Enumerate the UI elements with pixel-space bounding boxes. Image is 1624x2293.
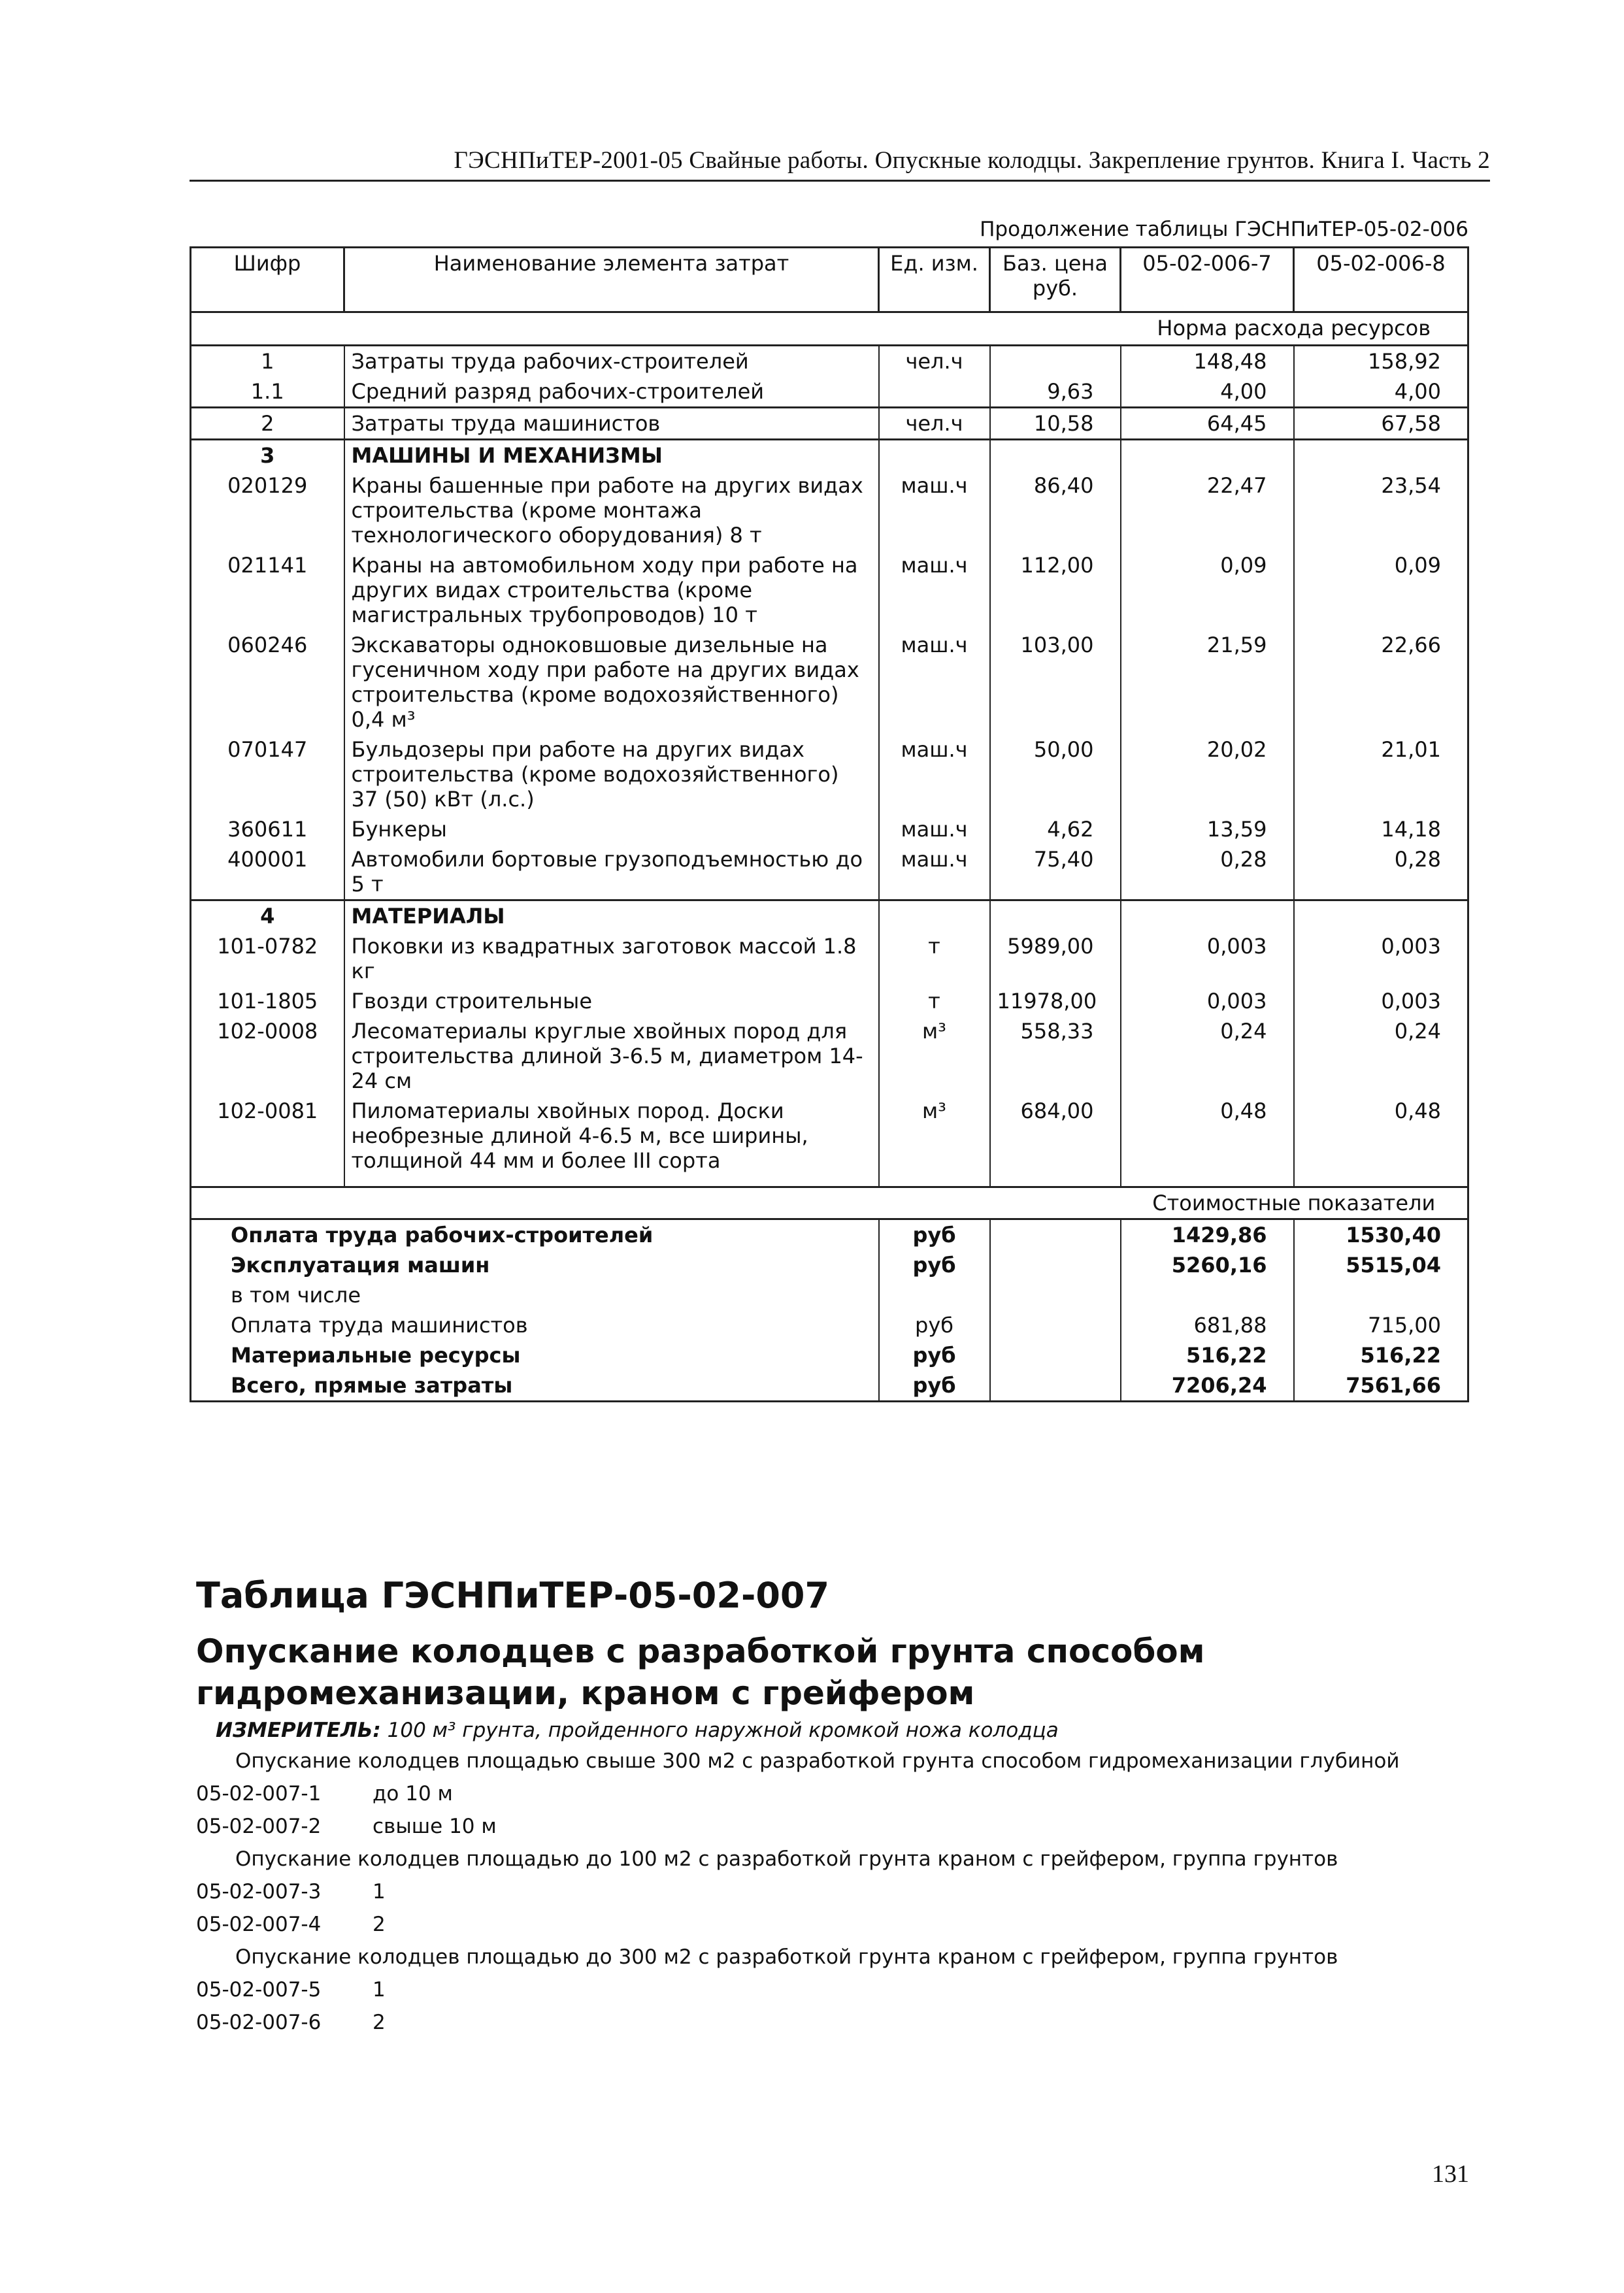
cell-name: Экскаваторы одноковшовые дизельные на гусеничном ходу при работе на других видах строительства (кроме водохозяйственного) 0,4 м³ [344, 630, 879, 734]
cell-code: 2 [191, 408, 344, 440]
cell-name: Затраты труда машинистов [344, 408, 879, 440]
cell-unit: маш.ч [879, 814, 990, 844]
machine-row [191, 814, 1468, 844]
cost-value-006-7: 516,22 [1121, 1340, 1294, 1370]
empty-cell [1294, 440, 1468, 471]
cell-name: Автомобили бортовые грузоподъемностью до 5 т [344, 844, 879, 900]
cell-code: 021141 [191, 550, 344, 630]
cell-name: Бульдозеры при работе на других видах строительства (кроме водохозяйственного) 37 (50) кВт (л.с.) [344, 734, 879, 814]
cost-value-006-7: 1429,86 [1121, 1219, 1294, 1251]
cell-value-006-7: 0,09 [1121, 550, 1294, 630]
cost-label: Стоимостные показатели [1121, 1187, 1468, 1219]
norm-code-line [196, 1777, 1400, 1810]
cell-code: 1 [191, 346, 344, 377]
cell-code: 102-0081 [191, 1096, 344, 1187]
cost-value-006-8 [1294, 1280, 1468, 1310]
cell-name: Пиломатериалы хвойных пород. Доски необрезные длиной 4-6.5 м, все ширины, толщиной 44 мм и более III сорта [344, 1096, 879, 1187]
measure-text: 100 м³ грунта, пройденного наружной кромкой ножа колодца [380, 1719, 1059, 1742]
cell-value-006-7: 0,003 [1121, 986, 1294, 1016]
cost-unit [879, 1280, 990, 1310]
cell-value-006-7: 148,48 [1121, 346, 1294, 377]
cost-value-006-8: 715,00 [1294, 1310, 1468, 1340]
cell-unit: м³ [879, 1016, 990, 1096]
cost-row [191, 1310, 1468, 1340]
cell-value-006-7: 0,24 [1121, 1016, 1294, 1096]
labor-row [191, 376, 1468, 408]
cell-code: 060246 [191, 630, 344, 734]
cost-row [191, 1219, 1468, 1251]
machine-row [191, 550, 1468, 630]
empty-cell [1294, 900, 1468, 932]
cell-code: 101-1805 [191, 986, 344, 1016]
empty-cell [990, 1280, 1121, 1310]
empty-cell [990, 1250, 1121, 1280]
cost-value-006-8: 516,22 [1294, 1340, 1468, 1370]
cell-value-006-8: 14,18 [1294, 814, 1468, 844]
cell-value-006-8: 0,48 [1294, 1096, 1468, 1187]
col-header-unit: Ед. изм. [879, 248, 990, 312]
col-header-006-8: 05-02-006-8 [1294, 248, 1468, 312]
cell-value-006-7: 20,02 [1121, 734, 1294, 814]
cost-name: Всего, прямые затраты [191, 1370, 879, 1402]
cell-unit [879, 376, 990, 408]
norm-code: 05-02-007-4 [196, 1913, 322, 1936]
cost-unit: руб [879, 1219, 990, 1251]
cost-name: Оплата труда рабочих-строителей [191, 1219, 879, 1251]
measure-label: ИЗМЕРИТЕЛЬ: [216, 1719, 381, 1742]
cell-value-006-7: 64,45 [1121, 408, 1294, 440]
empty-cell [191, 1187, 1121, 1219]
cell-price: 10,58 [990, 408, 1121, 440]
cell-value-006-7: 0,28 [1121, 844, 1294, 900]
norm-code-text: свыше 10 м [373, 1815, 497, 1838]
machines-section-header [191, 440, 1468, 471]
cell-price: 4,62 [990, 814, 1121, 844]
col-header-name: Наименование элемента затрат [344, 248, 879, 312]
cell-code: 020129 [191, 470, 344, 550]
cell-code: 360611 [191, 814, 344, 844]
section-code: 3 [191, 440, 344, 471]
cell-price: 9,63 [990, 376, 1121, 408]
norm-code-line [196, 2006, 1400, 2039]
cost-label-row [191, 1187, 1468, 1219]
cell-value-006-8: 0,003 [1294, 986, 1468, 1016]
norm-code-line [196, 1875, 1400, 1908]
cost-name: Эксплуатация машин [191, 1250, 879, 1280]
page-number: 131 [1432, 2160, 1469, 2188]
section-name: МАШИНЫ И МЕХАНИЗМЫ [344, 440, 879, 471]
cost-unit: руб [879, 1340, 990, 1370]
cost-unit: руб [879, 1310, 990, 1340]
machine-row [191, 844, 1468, 900]
cost-row [191, 1250, 1468, 1280]
cell-code: 400001 [191, 844, 344, 900]
cell-unit: м³ [879, 1096, 990, 1187]
norm-codes-list [196, 1745, 1400, 2039]
cell-price: 5989,00 [990, 931, 1121, 986]
cell-value-006-8: 67,58 [1294, 408, 1468, 440]
cell-name: Затраты труда рабочих-строителей [344, 346, 879, 377]
cell-value-006-8: 22,66 [1294, 630, 1468, 734]
cost-value-006-8: 1530,40 [1294, 1219, 1468, 1251]
norma-label: Норма расхода ресурсов [1121, 312, 1468, 346]
cell-value-006-8: 4,00 [1294, 376, 1468, 408]
section-name: МАТЕРИАЛЫ [344, 900, 879, 932]
cell-value-006-8: 0,09 [1294, 550, 1468, 630]
cell-value-006-8: 0,28 [1294, 844, 1468, 900]
cell-name: Краны башенные при работе на других видах строительства (кроме монтажа технологического оборудования) 8 т [344, 470, 879, 550]
cost-value-006-7: 7206,24 [1121, 1370, 1294, 1402]
empty-cell [1121, 900, 1294, 932]
cost-value-006-7: 5260,16 [1121, 1250, 1294, 1280]
empty-cell [990, 900, 1121, 932]
resource-table [190, 246, 1469, 1402]
norm-code-line [196, 1973, 1400, 2006]
cost-name: Материальные ресурсы [191, 1340, 879, 1370]
empty-cell [990, 1219, 1121, 1251]
table-continuation-label: Продолжение таблицы ГЭСНПиТЕР-05-02-006 [980, 218, 1468, 241]
cell-unit: т [879, 986, 990, 1016]
material-row [191, 1096, 1468, 1187]
norm-code: 05-02-007-5 [196, 1978, 322, 2002]
norm-group-description: Опускание колодцев площадью до 100 м2 с разработкой грунта краном с грейфером, группа грунтов [235, 1847, 1338, 1871]
machine-row [191, 470, 1468, 550]
cell-value-006-7: 13,59 [1121, 814, 1294, 844]
cell-price: 11978,00 [990, 986, 1121, 1016]
empty-cell [879, 440, 990, 471]
section-subtitle-line2: гидромеханизации, краном с грейфером [196, 1674, 975, 1712]
cell-value-006-8: 158,92 [1294, 346, 1468, 377]
norm-code: 05-02-007-3 [196, 1880, 322, 1904]
norm-code-text: 2 [373, 1913, 386, 1936]
cell-name: Бункеры [344, 814, 879, 844]
empty-cell [879, 900, 990, 932]
norma-row [191, 312, 1468, 346]
cost-value-006-7: 681,88 [1121, 1310, 1294, 1340]
cell-price: 50,00 [990, 734, 1121, 814]
cell-code: 101-0782 [191, 931, 344, 986]
norm-code-line [196, 1810, 1400, 1843]
norm-group-description: Опускание колодцев площадью свыше 300 м2 с разработкой грунта способом гидромеханизации глубиной [235, 1749, 1400, 1773]
cost-name: Оплата труда машинистов [191, 1310, 879, 1340]
section-subtitle-line1: Опускание колодцев с разработкой грунта способом [196, 1632, 1205, 1670]
machine-row [191, 630, 1468, 734]
machine-row [191, 734, 1468, 814]
machinists-row [191, 408, 1468, 440]
cell-price: 112,00 [990, 550, 1121, 630]
norm-code-text: 2 [373, 2011, 386, 2034]
cell-unit: т [879, 931, 990, 986]
cost-unit: руб [879, 1370, 990, 1402]
norm-code: 05-02-007-1 [196, 1782, 322, 1806]
labor-row [191, 346, 1468, 377]
col-header-code: Шифр [191, 248, 344, 312]
cell-value-006-7: 22,47 [1121, 470, 1294, 550]
cell-name: Краны на автомобильном ходу при работе на других видах строительства (кроме магистральных трубопроводов) 10 т [344, 550, 879, 630]
page-header [190, 134, 1490, 182]
cell-value-006-7: 21,59 [1121, 630, 1294, 734]
cell-value-006-7: 0,003 [1121, 931, 1294, 986]
cell-price: 558,33 [990, 1016, 1121, 1096]
cost-value-006-7 [1121, 1280, 1294, 1310]
cell-value-006-8: 23,54 [1294, 470, 1468, 550]
cell-unit: маш.ч [879, 844, 990, 900]
material-row [191, 931, 1468, 986]
cost-row [191, 1370, 1468, 1402]
material-row [191, 986, 1468, 1016]
cell-value-006-7: 0,48 [1121, 1096, 1294, 1187]
cell-unit: маш.ч [879, 734, 990, 814]
norm-code-text: 1 [373, 1978, 386, 2002]
material-row [191, 1016, 1468, 1096]
empty-cell [1121, 440, 1294, 471]
cost-value-006-8: 5515,04 [1294, 1250, 1468, 1280]
cell-name: Гвозди строительные [344, 986, 879, 1016]
cost-row [191, 1340, 1468, 1370]
cell-unit: маш.ч [879, 470, 990, 550]
norm-group-description: Опускание колодцев площадью до 300 м2 с разработкой грунта краном с грейфером, группа грунтов [235, 1945, 1338, 1969]
cell-price: 684,00 [990, 1096, 1121, 1187]
cell-name: Поковки из квадратных заготовок массой 1.8 кг [344, 931, 879, 986]
cell-code: 102-0008 [191, 1016, 344, 1096]
cost-name: в том числе [191, 1280, 879, 1310]
section-subtitle [196, 1630, 1204, 1714]
cell-price: 86,40 [990, 470, 1121, 550]
table-header-row [191, 248, 1468, 312]
cell-value-006-7: 4,00 [1121, 376, 1294, 408]
cell-value-006-8: 0,003 [1294, 931, 1468, 986]
norm-code: 05-02-007-2 [196, 1815, 322, 1838]
materials-section-header [191, 900, 1468, 932]
empty-cell [990, 1370, 1121, 1402]
section-title: Таблица ГЭСНПиТЕР-05-02-007 [196, 1575, 830, 1616]
cell-value-006-8: 0,24 [1294, 1016, 1468, 1096]
cell-price [990, 346, 1121, 377]
cell-unit: чел.ч [879, 346, 990, 377]
cell-price: 75,40 [990, 844, 1121, 900]
cell-unit: маш.ч [879, 550, 990, 630]
norm-code: 05-02-007-6 [196, 2011, 322, 2034]
col-header-price: Баз. цена руб. [990, 248, 1121, 312]
norm-code-line [196, 1908, 1400, 1941]
cell-name: Лесоматериалы круглые хвойных пород для строительства длиной 3-6.5 м, диаметром 14-24 см [344, 1016, 879, 1096]
col-header-006-7: 05-02-006-7 [1121, 248, 1294, 312]
section-code: 4 [191, 900, 344, 932]
cost-value-006-8: 7561,66 [1294, 1370, 1468, 1402]
cell-price: 103,00 [990, 630, 1121, 734]
header-title: ГЭСНПиТЕР-2001-05 Свайные работы. Опускные колодцы. Закрепление грунтов. Книга I. Часть 2 [454, 147, 1490, 174]
cell-unit: чел.ч [879, 408, 990, 440]
measure-line [216, 1719, 1059, 1742]
empty-cell [990, 440, 1121, 471]
norm-code-text: 1 [373, 1880, 386, 1904]
empty-cell [990, 1340, 1121, 1370]
empty-cell [990, 1310, 1121, 1340]
cost-unit: руб [879, 1250, 990, 1280]
cell-value-006-8: 21,01 [1294, 734, 1468, 814]
cost-row [191, 1280, 1468, 1310]
norm-code-text: до 10 м [373, 1782, 453, 1806]
cell-name: Средний разряд рабочих-строителей [344, 376, 879, 408]
cell-code: 1.1 [191, 376, 344, 408]
cell-unit: маш.ч [879, 630, 990, 734]
cell-code: 070147 [191, 734, 344, 814]
